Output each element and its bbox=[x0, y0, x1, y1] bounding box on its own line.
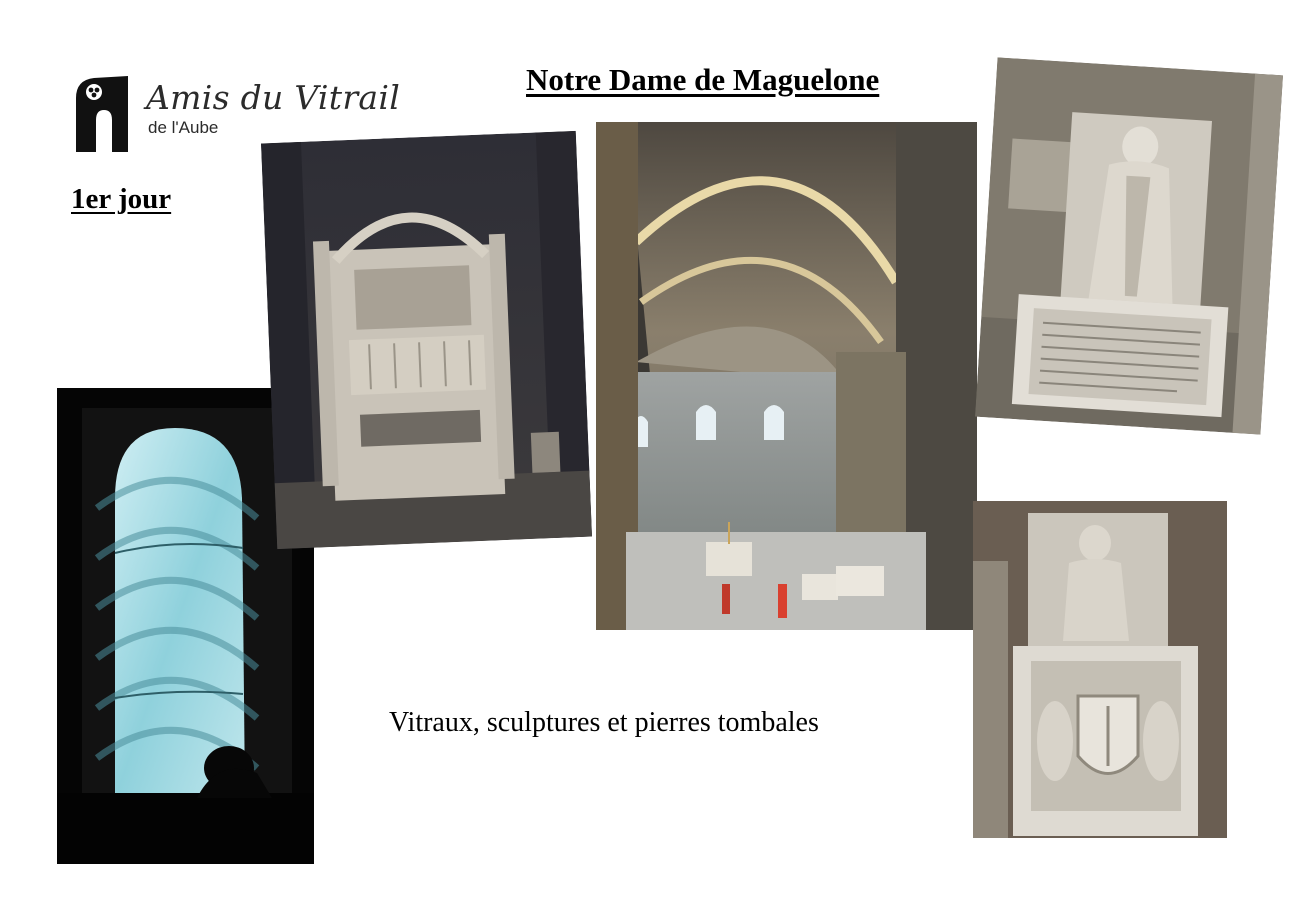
photo-gothic-tomb bbox=[261, 131, 592, 549]
day-label: 1er jour bbox=[71, 183, 172, 215]
photo-heraldic-tombstone bbox=[973, 501, 1227, 838]
photo-nave-interior bbox=[596, 122, 977, 630]
logo-title: Amis du Vitrail bbox=[146, 78, 401, 117]
stained-glass-emblem-icon bbox=[72, 76, 132, 152]
photo-bishop-tombstone bbox=[975, 57, 1283, 434]
page-title: Notre Dame de Maguelone bbox=[526, 62, 880, 97]
logo-subtitle: de l'Aube bbox=[148, 118, 219, 137]
caption: Vitraux, sculptures et pierres tombales bbox=[389, 707, 819, 738]
